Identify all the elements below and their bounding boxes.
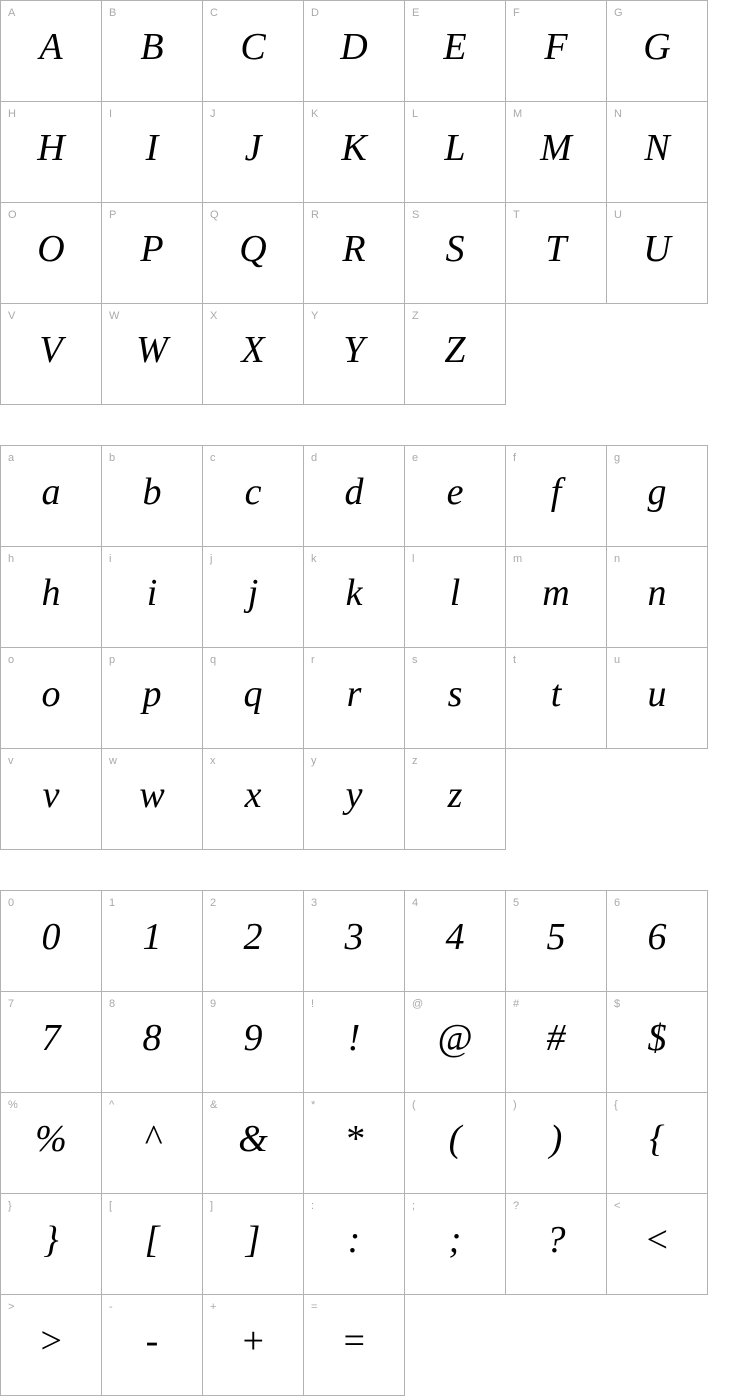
glyph-preview: T <box>545 228 567 270</box>
glyph-preview: q <box>243 673 263 715</box>
glyph-cell <box>203 547 304 648</box>
glyph-row <box>1 446 708 547</box>
glyph-preview: p <box>142 673 162 715</box>
glyph-preview: O <box>37 228 65 270</box>
glyph-cell <box>1 648 102 749</box>
glyph-cell <box>304 203 405 304</box>
glyph-label: 8 <box>109 998 116 1010</box>
glyph-preview: 0 <box>41 916 61 958</box>
glyph-label: ? <box>513 1200 520 1212</box>
glyph-cell <box>1 1093 102 1194</box>
glyph-cell <box>203 1295 304 1396</box>
glyph-preview: % <box>35 1118 67 1160</box>
glyph-cell <box>1 1295 102 1396</box>
glyph-label: % <box>8 1099 18 1111</box>
glyph-preview: d <box>344 471 364 513</box>
glyph-label: f <box>513 452 517 464</box>
glyph-label: } <box>8 1200 12 1212</box>
glyph-cell <box>506 547 607 648</box>
glyph-label: # <box>513 998 520 1010</box>
glyph-label: i <box>109 553 112 565</box>
glyph-preview: h <box>41 572 61 614</box>
glyph-cell <box>102 749 203 850</box>
glyph-preview: w <box>139 774 165 816</box>
glyph-preview: = <box>341 1320 367 1362</box>
glyph-cell <box>102 1093 203 1194</box>
glyph-label: ( <box>412 1099 416 1111</box>
glyph-label: 6 <box>614 897 621 909</box>
glyph-label: W <box>109 310 120 322</box>
glyph-label: @ <box>412 998 424 1010</box>
glyph-cell <box>506 992 607 1093</box>
glyph-label: B <box>109 7 117 19</box>
glyph-cell <box>607 547 708 648</box>
glyph-preview: l <box>449 572 461 614</box>
glyph-cell <box>1 304 102 405</box>
glyph-cell <box>607 891 708 992</box>
glyph-preview: : <box>347 1219 361 1261</box>
glyph-cell <box>607 1194 708 1295</box>
glyph-label: 4 <box>412 897 419 909</box>
glyph-cell <box>102 203 203 304</box>
glyph-label: & <box>210 1099 218 1111</box>
glyph-cell <box>607 992 708 1093</box>
glyph-label: J <box>210 108 216 120</box>
glyph-cell <box>506 648 607 749</box>
glyph-preview: } <box>43 1219 59 1261</box>
glyph-preview: j <box>247 572 259 614</box>
glyph-label: Y <box>311 310 319 322</box>
glyph-row <box>1 648 708 749</box>
glyph-preview: 2 <box>243 916 263 958</box>
glyph-row <box>1 1 708 102</box>
glyph-label: b <box>109 452 116 464</box>
glyph-cell <box>102 648 203 749</box>
glyph-row <box>1 203 708 304</box>
glyph-cell <box>506 102 607 203</box>
glyph-label: ! <box>311 998 315 1010</box>
glyph-cell <box>304 648 405 749</box>
glyph-cell <box>506 1 607 102</box>
glyph-cell <box>607 102 708 203</box>
glyph-label: M <box>513 108 523 120</box>
glyph-preview: k <box>345 572 363 614</box>
glyph-preview: < <box>644 1219 670 1261</box>
glyph-cell <box>1 749 102 850</box>
glyph-preview: D <box>340 26 368 68</box>
glyph-cell <box>506 1194 607 1295</box>
glyph-preview: # <box>546 1017 566 1059</box>
glyph-preview: o <box>41 673 61 715</box>
glyph-preview: ^ <box>143 1118 161 1160</box>
glyph-preview: a <box>41 471 61 513</box>
glyph-cell <box>405 1 506 102</box>
glyph-label: S <box>412 209 420 221</box>
glyph-row <box>1 1194 708 1295</box>
glyph-preview: - <box>145 1320 159 1362</box>
glyph-preview: v <box>42 774 60 816</box>
glyph-preview: N <box>644 127 670 169</box>
glyph-cell <box>203 648 304 749</box>
glyph-label: z <box>412 755 418 767</box>
glyph-preview: [ <box>144 1219 160 1261</box>
glyph-label: R <box>311 209 319 221</box>
glyph-cell <box>607 203 708 304</box>
glyph-preview: b <box>142 471 162 513</box>
glyph-label: 0 <box>8 897 15 909</box>
glyph-label: 3 <box>311 897 318 909</box>
lowercase-glyph-table <box>0 445 708 850</box>
glyph-label: a <box>8 452 15 464</box>
glyph-cell <box>1 102 102 203</box>
glyph-preview: n <box>647 572 667 614</box>
glyph-preview: A <box>39 26 63 68</box>
glyph-preview: 1 <box>142 916 162 958</box>
glyph-label: x <box>210 755 216 767</box>
glyph-preview: Q <box>239 228 267 270</box>
glyph-preview: Y <box>343 329 365 371</box>
glyph-label: l <box>412 553 415 565</box>
glyph-cell <box>102 1 203 102</box>
glyph-label: v <box>8 755 14 767</box>
glyph-label: E <box>412 7 420 19</box>
glyph-cell <box>405 992 506 1093</box>
glyph-cell <box>203 304 304 405</box>
glyph-label: ^ <box>109 1099 115 1111</box>
glyph-label: A <box>8 7 16 19</box>
glyph-preview: 4 <box>445 916 465 958</box>
glyph-preview: Z <box>444 329 466 371</box>
glyph-label: O <box>8 209 17 221</box>
glyph-label: m <box>513 553 523 565</box>
glyph-cell <box>203 1194 304 1295</box>
glyph-preview: H <box>37 127 65 169</box>
glyph-cell <box>102 1194 203 1295</box>
glyph-label: 1 <box>109 897 116 909</box>
glyph-row <box>1 1295 708 1396</box>
glyph-label: c <box>210 452 216 464</box>
glyph-preview: x <box>244 774 262 816</box>
glyph-preview: c <box>244 471 262 513</box>
glyph-label: 5 <box>513 897 520 909</box>
glyph-preview: R <box>342 228 366 270</box>
glyph-label: ] <box>210 1200 214 1212</box>
glyph-label: > <box>8 1301 15 1313</box>
glyph-preview: F <box>544 26 568 68</box>
glyph-cell <box>203 203 304 304</box>
glyph-label: L <box>412 108 419 120</box>
glyph-label: ) <box>513 1099 517 1111</box>
glyph-label: { <box>614 1099 618 1111</box>
glyph-cell <box>405 648 506 749</box>
glyph-label: q <box>210 654 217 666</box>
glyph-preview: y <box>345 774 363 816</box>
glyph-cell <box>102 891 203 992</box>
glyph-preview: V <box>39 329 63 371</box>
glyph-cell <box>203 1093 304 1194</box>
glyph-label: 2 <box>210 897 217 909</box>
glyph-cell <box>1 992 102 1093</box>
digits-symbols-glyph-table <box>0 890 708 1396</box>
glyph-preview: 8 <box>142 1017 162 1059</box>
glyph-label: I <box>109 108 113 120</box>
glyph-preview: 7 <box>41 1017 61 1059</box>
glyph-preview: P <box>140 228 164 270</box>
glyph-cell <box>405 547 506 648</box>
glyph-preview: W <box>136 329 168 371</box>
glyph-label: - <box>109 1301 113 1313</box>
glyph-preview: S <box>445 228 465 270</box>
uppercase-glyph-table <box>0 0 708 405</box>
glyph-label: 7 <box>8 998 15 1010</box>
glyph-label: C <box>210 7 218 19</box>
glyph-label: K <box>311 108 319 120</box>
glyph-label: G <box>614 7 623 19</box>
glyph-label: T <box>513 209 520 221</box>
glyph-cell <box>405 203 506 304</box>
glyph-preview: * <box>344 1118 364 1160</box>
glyph-preview: s <box>447 673 463 715</box>
glyph-preview: & <box>238 1118 268 1160</box>
glyph-cell <box>102 992 203 1093</box>
glyph-cell <box>405 749 506 850</box>
glyph-preview: L <box>444 127 466 169</box>
glyph-preview: 6 <box>647 916 667 958</box>
glyph-cell <box>304 446 405 547</box>
glyph-label: d <box>311 452 318 464</box>
glyph-label: p <box>109 654 116 666</box>
glyph-cell <box>607 1 708 102</box>
glyph-preview: u <box>647 673 667 715</box>
glyph-label: k <box>311 553 317 565</box>
glyph-label: [ <box>109 1200 113 1212</box>
glyph-cell <box>203 1 304 102</box>
glyph-preview: $ <box>647 1017 667 1059</box>
glyph-label: o <box>8 654 15 666</box>
glyph-label: F <box>513 7 520 19</box>
glyph-preview: 3 <box>344 916 364 958</box>
glyph-preview: ? <box>546 1219 566 1261</box>
glyph-preview: C <box>240 26 266 68</box>
glyph-cell <box>1 203 102 304</box>
glyph-cell <box>506 203 607 304</box>
glyph-label: t <box>513 654 517 666</box>
glyph-preview: G <box>643 26 671 68</box>
glyph-cell <box>1 446 102 547</box>
glyph-cell <box>607 446 708 547</box>
glyph-cell <box>304 891 405 992</box>
glyph-row <box>1 304 708 405</box>
glyph-cell <box>405 1093 506 1194</box>
glyph-row <box>1 102 708 203</box>
glyph-cell <box>304 992 405 1093</box>
glyph-preview: 5 <box>546 916 566 958</box>
glyph-cell <box>102 446 203 547</box>
glyph-preview: i <box>146 572 158 614</box>
glyph-row <box>1 891 708 992</box>
glyph-cell <box>304 304 405 405</box>
glyph-label: P <box>109 209 117 221</box>
glyph-cell <box>304 749 405 850</box>
glyph-label: : <box>311 1200 315 1212</box>
glyph-cell <box>304 102 405 203</box>
glyph-preview: J <box>244 127 262 169</box>
glyph-label: ; <box>412 1200 416 1212</box>
glyph-preview: E <box>443 26 467 68</box>
glyph-cell <box>304 1295 405 1396</box>
glyph-preview: ; <box>448 1219 462 1261</box>
glyph-preview: 9 <box>243 1017 263 1059</box>
glyph-preview: e <box>446 471 464 513</box>
glyph-preview: g <box>647 471 667 513</box>
glyph-cell <box>607 648 708 749</box>
glyph-label: e <box>412 452 419 464</box>
glyph-preview: @ <box>437 1017 473 1059</box>
glyph-cell <box>405 102 506 203</box>
glyph-cell <box>203 102 304 203</box>
glyph-preview: + <box>240 1320 266 1362</box>
glyph-label: y <box>311 755 317 767</box>
glyph-cell <box>203 992 304 1093</box>
glyph-preview: t <box>550 673 562 715</box>
glyph-cell <box>203 446 304 547</box>
glyph-cell <box>304 1093 405 1194</box>
glyph-row <box>1 1093 708 1194</box>
glyph-preview: B <box>140 26 164 68</box>
glyph-preview: { <box>649 1118 665 1160</box>
glyph-label: j <box>210 553 213 565</box>
glyph-preview: r <box>346 673 362 715</box>
glyph-label: h <box>8 553 15 565</box>
glyph-label: w <box>109 755 117 767</box>
glyph-preview: > <box>38 1320 64 1362</box>
glyph-label: s <box>412 654 418 666</box>
glyph-cell <box>203 891 304 992</box>
glyph-cell <box>405 446 506 547</box>
glyph-label: Z <box>412 310 419 322</box>
glyph-label: < <box>614 1200 621 1212</box>
glyph-label: 9 <box>210 998 217 1010</box>
glyph-label: * <box>311 1099 316 1111</box>
glyph-cell <box>506 446 607 547</box>
glyph-label: n <box>614 553 621 565</box>
glyph-preview: z <box>447 774 463 816</box>
glyph-label: r <box>311 654 315 666</box>
glyph-label: V <box>8 310 16 322</box>
glyph-label: Q <box>210 209 219 221</box>
glyph-cell <box>1 1194 102 1295</box>
glyph-preview: ] <box>245 1219 261 1261</box>
glyph-preview: f <box>550 471 562 513</box>
glyph-cell <box>607 1093 708 1194</box>
glyph-label: N <box>614 108 622 120</box>
glyph-preview: M <box>540 127 572 169</box>
glyph-preview: m <box>542 572 570 614</box>
glyph-cell <box>304 1194 405 1295</box>
glyph-preview: ) <box>549 1118 563 1160</box>
glyph-preview: ( <box>448 1118 462 1160</box>
glyph-preview: U <box>643 228 671 270</box>
glyph-cell <box>102 547 203 648</box>
glyph-label: X <box>210 310 218 322</box>
glyph-label: = <box>311 1301 318 1313</box>
glyph-label: u <box>614 654 621 666</box>
glyph-cell <box>102 1295 203 1396</box>
glyph-cell <box>405 891 506 992</box>
glyph-label: $ <box>614 998 621 1010</box>
glyph-cell <box>405 304 506 405</box>
glyph-cell <box>304 1 405 102</box>
glyph-label: + <box>210 1301 217 1313</box>
glyph-cell <box>1 547 102 648</box>
glyph-cell <box>102 304 203 405</box>
glyph-preview: K <box>341 127 367 169</box>
glyph-cell <box>506 1093 607 1194</box>
glyph-row <box>1 547 708 648</box>
glyph-label: g <box>614 452 621 464</box>
glyph-label: H <box>8 108 16 120</box>
glyph-cell <box>203 749 304 850</box>
glyph-label: D <box>311 7 319 19</box>
glyph-preview: X <box>241 329 265 371</box>
glyph-preview: ! <box>347 1017 361 1059</box>
glyph-row <box>1 749 708 850</box>
glyph-cell <box>405 1194 506 1295</box>
glyph-row <box>1 992 708 1093</box>
glyph-preview: I <box>145 127 159 169</box>
glyph-cell <box>506 891 607 992</box>
glyph-cell <box>1 1 102 102</box>
glyph-cell <box>1 891 102 992</box>
glyph-cell <box>304 547 405 648</box>
glyph-cell <box>102 102 203 203</box>
glyph-label: U <box>614 209 622 221</box>
